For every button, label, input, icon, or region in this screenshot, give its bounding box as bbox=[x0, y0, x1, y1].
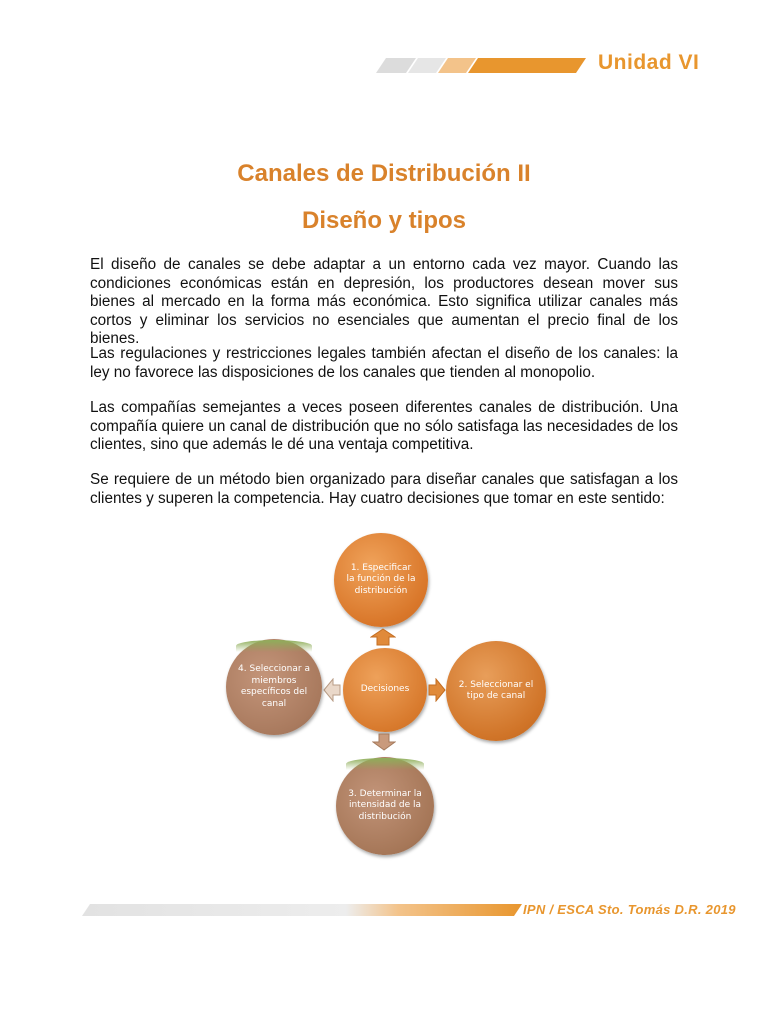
node-select-channel-type-label: 2. Seleccionar el tipo de canal bbox=[458, 679, 534, 701]
node-determine-intensity bbox=[336, 757, 434, 855]
node-select-members-label: 4. Seleccionar a miembros específicos del canal bbox=[238, 664, 310, 709]
node-select-channel-type bbox=[446, 641, 546, 741]
page-title: Canales de Distribución II bbox=[237, 160, 531, 187]
node-select-members bbox=[226, 639, 322, 735]
arrow-down-icon bbox=[372, 733, 396, 751]
node-specify-function-label: 1. Especificar la función de la distribución bbox=[346, 562, 416, 596]
header-stripe-band bbox=[376, 58, 586, 73]
node-specify-function bbox=[334, 533, 428, 627]
arrow-up-icon bbox=[370, 628, 396, 646]
footer-stripe-band bbox=[82, 904, 522, 916]
page-subtitle: Diseño y tipos bbox=[301, 207, 467, 234]
paragraph-3: Las compañías semejantes a veces poseen diferentes canales de distribución. Una compañía quiere un canal de distribución que no sólo satisfaga las necesidades de los clientes, sino que además le dé una ventaja competitiva. bbox=[90, 399, 678, 453]
paragraph-1: El diseño de canales se debe adaptar a un entorno cada vez mayor. Cuando las condiciones económicas están en depresión, los productores desean mover sus bienes al mercado en la forma más económica. Esto significa utilizar canales más cortos y eliminar los servicios no esenciales que aumentan el precio final de los bienes. bbox=[90, 256, 678, 347]
arrow-right-icon bbox=[428, 678, 446, 702]
paragraph-2: Las regulaciones y restricciones legales también afectan el diseño de los canales: la ley no favorece las disposiciones de los canales que tienden al monopolio. bbox=[90, 345, 678, 381]
node-decisions-center bbox=[343, 648, 427, 732]
footer-label: IPN / ESCA Sto. Tomás D.R. 2019 bbox=[523, 902, 736, 917]
arrow-left-icon bbox=[323, 678, 341, 702]
unit-label: Unidad VI bbox=[598, 51, 700, 74]
node-determine-intensity-label: 3. Determinar la intensidad de la distribución bbox=[348, 788, 422, 822]
node-decisions-label: Decisiones bbox=[360, 684, 410, 695]
paragraph-4: Se requiere de un método bien organizado para diseñar canales que satisfagan a los clientes y superen la competencia. Hay cuatro decisiones que tomar en este sentido: bbox=[90, 471, 678, 507]
